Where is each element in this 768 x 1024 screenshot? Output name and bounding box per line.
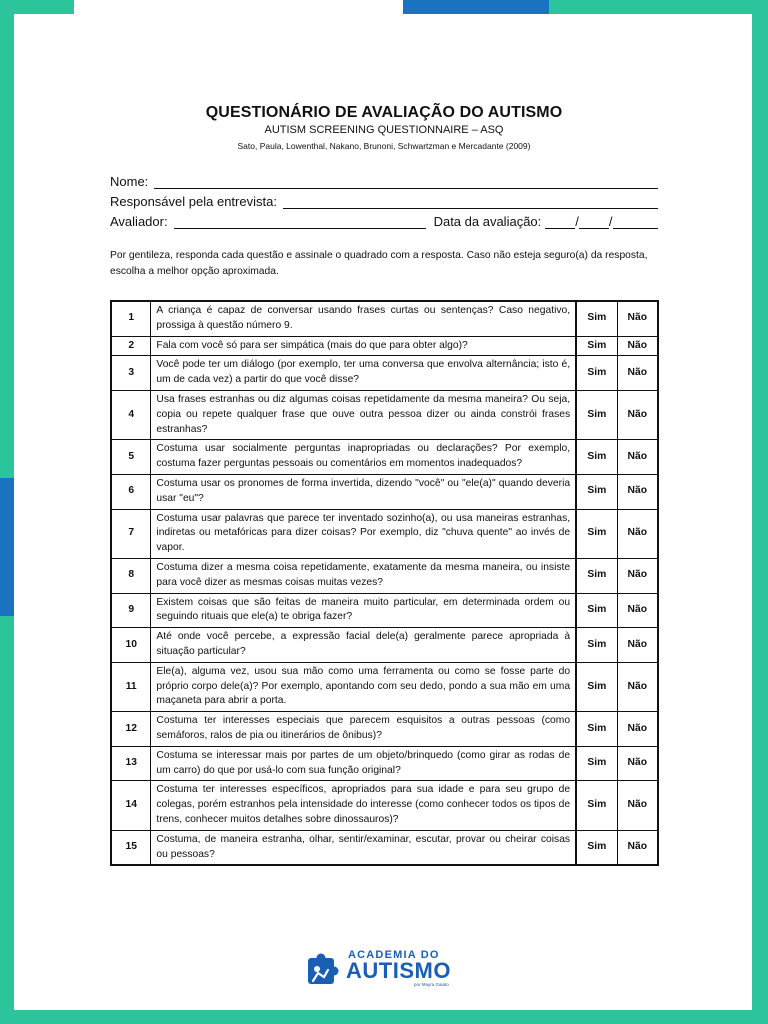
answer-yes-box[interactable]: Sim xyxy=(576,628,617,663)
answer-yes-box[interactable]: Sim xyxy=(576,662,617,711)
date-day-underline[interactable] xyxy=(545,216,575,229)
name-field[interactable] xyxy=(110,174,658,189)
answer-no-box[interactable]: Não xyxy=(617,662,658,711)
answer-no-box[interactable]: Não xyxy=(617,509,658,558)
question-row xyxy=(111,558,658,593)
question-row xyxy=(111,440,658,475)
question-number: 7 xyxy=(111,509,151,558)
answer-no-box[interactable]: Não xyxy=(617,781,658,830)
answer-yes-box[interactable]: Sim xyxy=(576,830,617,865)
question-text: Existem coisas que são feitas de maneira muito particular, em determinada ordem ou seguindo rituais que ele(a) te obriga fazer? xyxy=(151,593,576,628)
answer-no-box[interactable]: Não xyxy=(617,301,658,336)
question-number: 14 xyxy=(111,781,151,830)
question-row xyxy=(111,509,658,558)
answer-no-box[interactable]: Não xyxy=(617,474,658,509)
question-text: Costuma usar palavras que parece ter inventado sozinho(a), ou usa maneiras estranhas, indiretas ou metafóricas para dizer coisas? Por exemplo, diz "chuva quente" ao invés de vapor. xyxy=(151,509,576,558)
question-number: 4 xyxy=(111,390,151,439)
logo-main-text: AUTISMO xyxy=(346,958,451,983)
question-number: 11 xyxy=(111,662,151,711)
date-year-underline[interactable] xyxy=(613,216,658,229)
question-row xyxy=(111,336,658,356)
question-row xyxy=(111,662,658,711)
academia-do-autismo-logo xyxy=(306,946,466,994)
question-number: 6 xyxy=(111,474,151,509)
question-number: 10 xyxy=(111,628,151,663)
answer-no-box[interactable]: Não xyxy=(617,390,658,439)
question-number: 8 xyxy=(111,558,151,593)
question-row xyxy=(111,301,658,336)
question-text: Ele(a), alguma vez, usou sua mão como uma ferramenta ou como se fosse parte do próprio corpo dele(a)? Por exemplo, apontando com seu dedo, pondo a sua mão em uma maçaneta para abrir a porta. xyxy=(151,662,576,711)
document-subtitle: AUTISM SCREENING QUESTIONNAIRE – ASQ xyxy=(264,124,504,136)
instructions-text: Por gentileza, responda cada questão e assinale o quadrado com a resposta. Caso não esteja seguro(a) da resposta, escolha a melhor opção aproximada. xyxy=(110,250,648,277)
answer-yes-box[interactable]: Sim xyxy=(576,390,617,439)
question-text: Costuma usar os pronomes de forma invertida, dizendo "você" ou "ele(a)" quando deveria usar "eu"? xyxy=(151,474,576,509)
question-text: Costuma se interessar mais por partes de um objeto/brinquedo (como girar as rodas de um carro) do que por usá-lo com sua função original? xyxy=(151,746,576,781)
answer-no-box[interactable]: Não xyxy=(617,628,658,663)
question-text: Usa frases estranhas ou diz algumas coisas repetidamente da mesma maneira? Ou seja, copia ou repete qualquer frase que ouve outra pessoa dizer ou ainda constrói frases estranhas? xyxy=(151,390,576,439)
responsible-field[interactable] xyxy=(110,194,658,209)
answer-yes-box[interactable]: Sim xyxy=(576,301,617,336)
date-label: Data da avaliação: xyxy=(433,214,542,229)
answer-no-box[interactable]: Não xyxy=(617,558,658,593)
question-number: 13 xyxy=(111,746,151,781)
question-row xyxy=(111,746,658,781)
answer-no-box[interactable]: Não xyxy=(617,356,658,391)
question-text: Costuma ter interesses especiais que parecem esquisitos a outras pessoas (como semáforos, ralos de pia ou itinerários de ônibus)? xyxy=(151,712,576,747)
answer-yes-box[interactable]: Sim xyxy=(576,509,617,558)
evaluator-label: Avaliador: xyxy=(110,214,168,229)
answer-yes-box[interactable]: Sim xyxy=(576,356,617,391)
answer-yes-box[interactable]: Sim xyxy=(576,440,617,475)
name-underline[interactable] xyxy=(154,176,658,189)
questionnaire-table xyxy=(110,300,659,866)
puzzle-logo-icon xyxy=(306,952,340,986)
answer-yes-box[interactable]: Sim xyxy=(576,474,617,509)
name-label: Nome: xyxy=(110,174,149,189)
logo-by-text: por Mayra Gaiato xyxy=(414,982,449,987)
document-authors: Sato, Paula, Lowenthal, Nakano, Brunoni, Schwartzman e Mercadante (2009) xyxy=(237,141,531,151)
question-text: Fala com você só para ser simpática (mais do que para obter algo)? xyxy=(151,336,576,356)
question-text: A criança é capaz de conversar usando frases curtas ou sentenças? Caso negativo, prossiga à questão número 9. xyxy=(151,301,576,336)
question-text: Costuma dizer a mesma coisa repetidamente, exatamente da mesma maneira, ou insiste para você dizer as mesmas coisas muitas vezes? xyxy=(151,558,576,593)
question-text: Costuma usar socialmente perguntas inapropriadas ou declarações? Por exemplo, costuma fazer perguntas pessoais ou comentários em momentos inadequados? xyxy=(151,440,576,475)
question-number: 2 xyxy=(111,336,151,356)
question-number: 9 xyxy=(111,593,151,628)
question-row xyxy=(111,781,658,830)
question-number: 5 xyxy=(111,440,151,475)
answer-yes-box[interactable]: Sim xyxy=(576,593,617,628)
date-month-underline[interactable] xyxy=(579,216,609,229)
question-text: Costuma ter interesses específicos, apropriados para sua idade e para seu grupo de colegas, porém estranhos pela intensidade do interesse (como conhecer todos os tipos de trens, conhecer muitos detalhes sobre dinossauros)? xyxy=(151,781,576,830)
date-separator: / xyxy=(608,214,613,229)
question-number: 3 xyxy=(111,356,151,391)
accent-bar-left xyxy=(0,478,14,616)
question-text: Você pode ter um diálogo (por exemplo, ter uma conversa que envolva alternância; isto é, um de cada vez) a partir do que você disse? xyxy=(151,356,576,391)
date-separator: / xyxy=(575,214,579,229)
document-title: QUESTIONÁRIO DE AVALIAÇÃO DO AUTISMO xyxy=(205,104,563,121)
answer-no-box[interactable]: Não xyxy=(617,746,658,781)
frame-right-border xyxy=(752,0,768,1024)
answer-yes-box[interactable]: Sim xyxy=(576,746,617,781)
answer-yes-box[interactable]: Sim xyxy=(576,712,617,747)
question-text: Costuma, de maneira estranha, olhar, sentir/examinar, escutar, provar ou cheirar coisas ou pessoas? xyxy=(151,830,576,865)
answer-no-box[interactable]: Não xyxy=(617,712,658,747)
responsible-underline[interactable] xyxy=(283,196,658,209)
responsible-label: Responsável pela entrevista: xyxy=(110,194,277,209)
answer-no-box[interactable]: Não xyxy=(617,593,658,628)
question-row xyxy=(111,830,658,865)
answer-yes-box[interactable]: Sim xyxy=(576,336,617,356)
answer-no-box[interactable]: Não xyxy=(617,440,658,475)
answer-yes-box[interactable]: Sim xyxy=(576,781,617,830)
question-text: Até onde você percebe, a expressão facial dele(a) geralmente parece apropriada à situação particular? xyxy=(151,628,576,663)
answer-no-box[interactable]: Não xyxy=(617,830,658,865)
question-row xyxy=(111,356,658,391)
evaluator-date-row xyxy=(110,214,658,229)
question-row xyxy=(111,390,658,439)
question-number: 15 xyxy=(111,830,151,865)
answer-yes-box[interactable]: Sim xyxy=(576,558,617,593)
question-row xyxy=(111,628,658,663)
accent-bar-top xyxy=(403,0,549,14)
question-row xyxy=(111,593,658,628)
question-row xyxy=(111,474,658,509)
frame-top-gap xyxy=(74,0,403,14)
evaluator-underline[interactable] xyxy=(174,216,426,229)
frame-bottom-border xyxy=(0,1010,768,1024)
answer-no-box[interactable]: Não xyxy=(617,336,658,356)
question-number: 1 xyxy=(111,301,151,336)
question-row xyxy=(111,712,658,747)
question-number: 12 xyxy=(111,712,151,747)
logo-top-text: ACADEMIA DO xyxy=(348,949,440,961)
